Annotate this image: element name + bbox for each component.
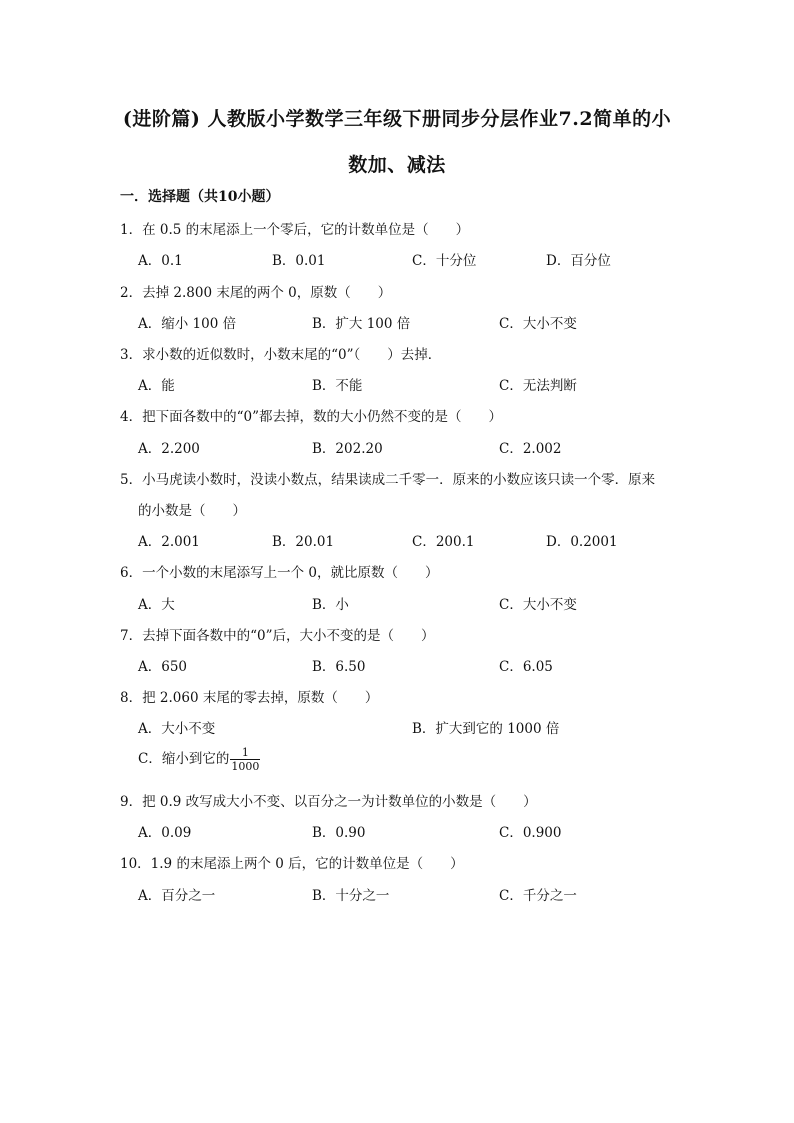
q5-option-c: C．200.1: [412, 534, 475, 550]
question-7: 7．去掉下面各数中的“0”后，大小不变的是（ ）: [120, 628, 435, 644]
q7-option-b: B．6.50: [312, 659, 366, 675]
q2-option-b: B．扩大 100 倍: [312, 316, 411, 332]
q9-option-a: A．0.09: [138, 825, 192, 841]
fraction-denominator: 1000: [231, 760, 260, 773]
q5-option-b: B．20.01: [272, 534, 335, 550]
question-5-continued: 的小数是（ ）: [138, 503, 246, 519]
q8-option-c: [138, 746, 260, 773]
q5-option-d: D．0.2001: [546, 534, 618, 550]
q8-option-c-label: C．缩小到它的: [138, 751, 230, 767]
q2-option-c: C．大小不变: [499, 316, 577, 332]
q3-option-b: B．不能: [312, 378, 363, 394]
q4-option-a: A．2.200: [138, 441, 200, 457]
q10-option-a: A．百分之一: [138, 888, 216, 904]
q3-option-a: A．能: [138, 378, 175, 394]
question-8: 8．把 2.060 末尾的零去掉，原数（ ）: [120, 690, 379, 706]
document-title-line-1: (进阶篇) 人教版小学数学三年级下册同步分层作业7.2简单的小: [122, 108, 672, 130]
question-6: 6．一个小数的末尾添写上一个 0，就比原数（ ）: [120, 565, 439, 581]
document-title-line-2: 数加、减法: [348, 154, 446, 176]
q1-option-a: A．0.1: [138, 253, 183, 269]
section-heading: 一．选择题（共10小题）: [120, 189, 280, 205]
question-1: 1．在 0.5 的末尾添上一个零后，它的计数单位是（ ）: [120, 222, 470, 238]
question-3: 3．求小数的近似数时，小数末尾的“0”（ ）去掉．: [120, 347, 442, 363]
q4-option-b: B．202.20: [312, 441, 383, 457]
question-10: 10．1.9 的末尾添上两个 0 后，它的计数单位是（ ）: [120, 856, 464, 872]
q8-option-b: B．扩大到它的 1000 倍: [412, 721, 560, 737]
q7-option-c: C．6.05: [499, 659, 553, 675]
q7-option-a: A．650: [138, 659, 188, 675]
question-4: 4．把下面各数中的“0”都去掉，数的大小仍然不变的是（ ）: [120, 409, 502, 425]
q1-option-d: D．百分位: [546, 253, 611, 269]
q1-option-b: B．0.01: [272, 253, 326, 269]
question-9: 9．把 0.9 改写成大小不变、以百分之一为计数单位的小数是（ ）: [120, 794, 537, 810]
question-5: 5．小马虎读小数时，没读小数点，结果读成二千零一．原来的小数应该只读一个零．原来: [120, 472, 656, 488]
q4-option-c: C．2.002: [499, 441, 562, 457]
q8-option-a: A．大小不变: [138, 721, 216, 737]
q9-option-b: B．0.90: [312, 825, 366, 841]
q2-option-a: A．缩小 100 倍: [138, 316, 237, 332]
question-2: 2．去掉 2.800 末尾的两个 0，原数（ ）: [120, 285, 392, 301]
q5-option-a: A．2.001: [138, 534, 200, 550]
fraction-numerator: 1: [230, 746, 260, 760]
q9-option-c: C．0.900: [499, 825, 562, 841]
q6-option-a: A．大: [138, 597, 175, 613]
q10-option-b: B．十分之一: [312, 888, 390, 904]
q6-option-c: C．大小不变: [499, 597, 577, 613]
q10-option-c: C．千分之一: [499, 888, 577, 904]
q3-option-c: C．无法判断: [499, 378, 577, 394]
q6-option-b: B．小: [312, 597, 349, 613]
fraction: [230, 746, 260, 773]
q1-option-c: C．十分位: [412, 253, 477, 269]
